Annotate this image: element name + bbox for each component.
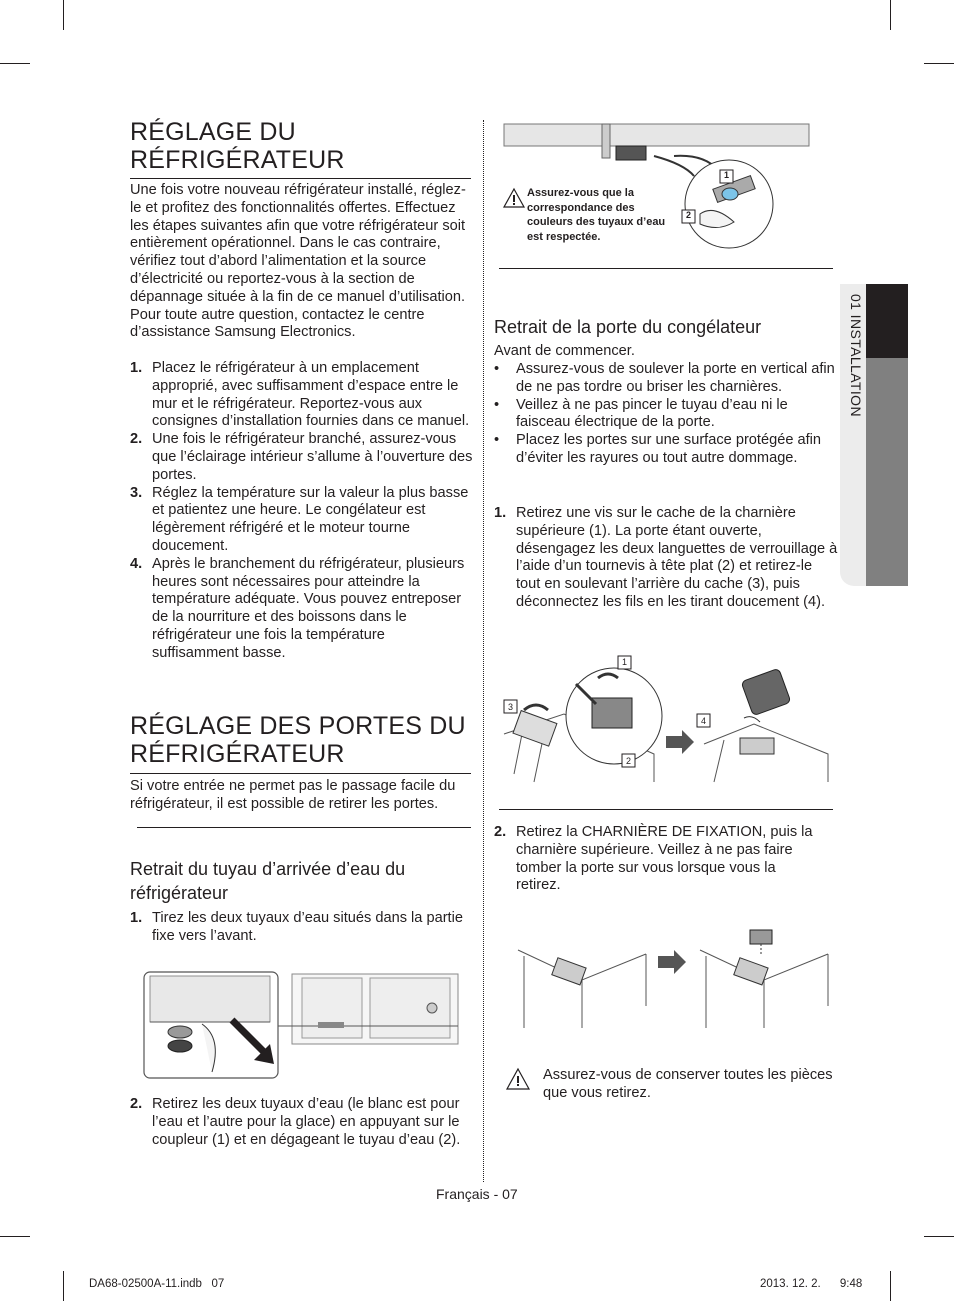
intro-paragraph: Une fois votre nouveau réfrigérateur installé, réglez-le et profitez des fonctionnalités offertes. Effectuez les étapes suivantes afin que votre réfrigérateur soit entièrement opérationnel. Dans le cas contraire, vérifiez tout d’abord l’alimentation et la source d’électricité ou reportez-vous à la section de dépannage située à la fin de ce manuel d’utilisation. Pour toute autre question, contactez le centre d’assistance Samsung Electronics. [130,182,466,341]
callout-number: 3 [508,702,514,712]
crop-mark [0,1236,30,1237]
crop-mark [890,1271,891,1301]
step-number: 2. [130,431,143,448]
step-number: 2. [494,824,507,840]
callout-number: 2 [626,756,632,766]
crop-mark [924,63,954,64]
warning-icon [503,188,525,208]
freezer-step [494,824,819,895]
step-number: 1. [130,910,143,926]
step-number: 2. [130,1096,143,1112]
title-rule [130,178,471,179]
water-steps [130,910,470,946]
title-line: RÉFRIGÉRATEUR [130,146,345,174]
caution-text: Assurez-vous que la correspondance des couleurs des tuyaux d’eau est respectée. [527,187,666,243]
title-line: RÉFRIGÉRATEUR [130,740,345,768]
water-pipe-illustration [142,968,460,1083]
side-tab-label: 01 INSTALLATION [848,294,864,417]
crop-mark [63,1271,64,1301]
precaution-item [494,361,839,397]
hinge-cover-illustration [504,654,830,784]
precaution-item [494,397,839,433]
step-number: 4. [130,555,143,572]
section-title-refrigerator [130,118,345,174]
step-number: 1. [494,505,507,521]
title-line: RÉGLAGE DES PORTES DU [130,712,466,740]
step-number: 1. [130,360,143,376]
page-footer: Français - 07 [436,1186,518,1202]
section-title-doors [130,712,466,768]
file-info: DA68-02500A-11.indb 07 [89,1278,225,1290]
column-divider [483,120,484,1182]
step-text: Retirez une vis sur le cache de la charnière supérieure (1). La porte étant ouverte, désengagez les deux languettes de verrouillage à l’aide d’un tournevis à tête plat (2) et retirez-le tout en soulevant l’arrière du cache (3), puis déconnectez les fils en les tirant doucement (4). [516,505,838,610]
precaution-item [494,432,839,468]
bullet: • [494,396,500,413]
water-steps-2 [130,1096,470,1149]
water-step [130,1096,470,1149]
hinge-removal-illustration [518,926,828,1030]
callout-number: 1 [622,657,628,667]
sub-rule [499,809,833,810]
before-start: Avant de commencer. [494,343,635,359]
precaution-text: Assurez-vous de soulever la porte en vertical afin de ne pas tordre ou briser les charnières. [516,361,835,395]
bullet: • [494,432,500,449]
setup-step [130,431,475,484]
callout-number: 4 [701,716,707,726]
callout-number: 1 [724,170,730,180]
step-text: Retirez la CHARNIÈRE DE FIXATION, puis la charnière supérieure. Veillez à ne pas faire tomber la porte sur vous lorsque vous la retirez. [516,824,813,894]
bullet: • [494,361,500,377]
freezer-door-heading: Retrait de la porte du congélateur [494,317,762,337]
crop-mark [890,0,891,30]
title-line: RÉGLAGE DU [130,118,296,146]
step-text: Après le branchement du réfrigérateur, plusieurs heures sont nécessaires pour atteindre la température adéquate. Vous pouvez entreposer de la nourriture et des boissons dans le réfrigérateur une fois la température suffisamment basse. [152,555,465,661]
setup-steps [130,360,475,663]
precaution-text: Placez les portes sur une surface protégée afin d’éviter les rayures ou tout autre dommage. [516,432,822,466]
precaution-text: Veillez à ne pas pincer le tuyau d’eau ni le faisceau électrique de la porte. [516,396,788,431]
step-text: Placez le réfrigérateur à un emplacement approprié, avec suffisamment d’espace entre le mur et le réfrigérateur. Reportez-vous aux consignes d’installation fournies dans ce manuel. [152,360,470,430]
caution-keep-parts: Assurez-vous de conserver toutes les pièces que vous retirez. [543,1067,833,1101]
step-text: Réglez la température sur la valeur la plus basse et patientez une heure. Le congélateur est légèrement réfrigéré et le moteur tourne doucement. [152,484,469,554]
side-tab-dark-block [866,284,908,358]
doors-intro: Si votre entrée ne permet pas le passage facile du réfrigérateur, il est possible de retirer les portes. [130,778,456,812]
sub-rule [499,268,833,269]
freezer-step [494,505,839,612]
step-text: Retirez les deux tuyaux d’eau (le blanc est pour l’eau et l’autre pour la glace) en appuyant sur le coupleur (1) et en dégageant le tuyau d’eau (2). [152,1096,461,1148]
title-rule [130,773,471,774]
water-step [130,910,470,946]
setup-step [130,485,475,556]
freezer-steps [494,505,839,612]
water-pipe-heading: Retrait du tuyau d’arrivée d’eau du réfrigérateur [130,859,406,903]
crop-mark [0,63,30,64]
crop-mark [924,1236,954,1237]
print-date: 2013. 12. 2. 9:48 [760,1278,863,1290]
step-number: 3. [130,484,143,501]
setup-step [130,556,475,663]
sub-rule [137,827,471,828]
setup-step [130,360,475,431]
step-text: Tirez les deux tuyaux d’eau situés dans la partie fixe vers l’avant. [152,910,463,944]
callout-number: 2 [686,210,692,220]
step-text: Une fois le réfrigérateur branché, assurez-vous que l’éclairage intérieur s’allume à l’ouverture des portes. [152,431,473,483]
precautions-list [494,361,839,468]
warning-icon [506,1068,530,1090]
crop-mark [63,0,64,30]
freezer-steps-2 [494,824,819,895]
side-tab-grey-block [866,358,908,586]
